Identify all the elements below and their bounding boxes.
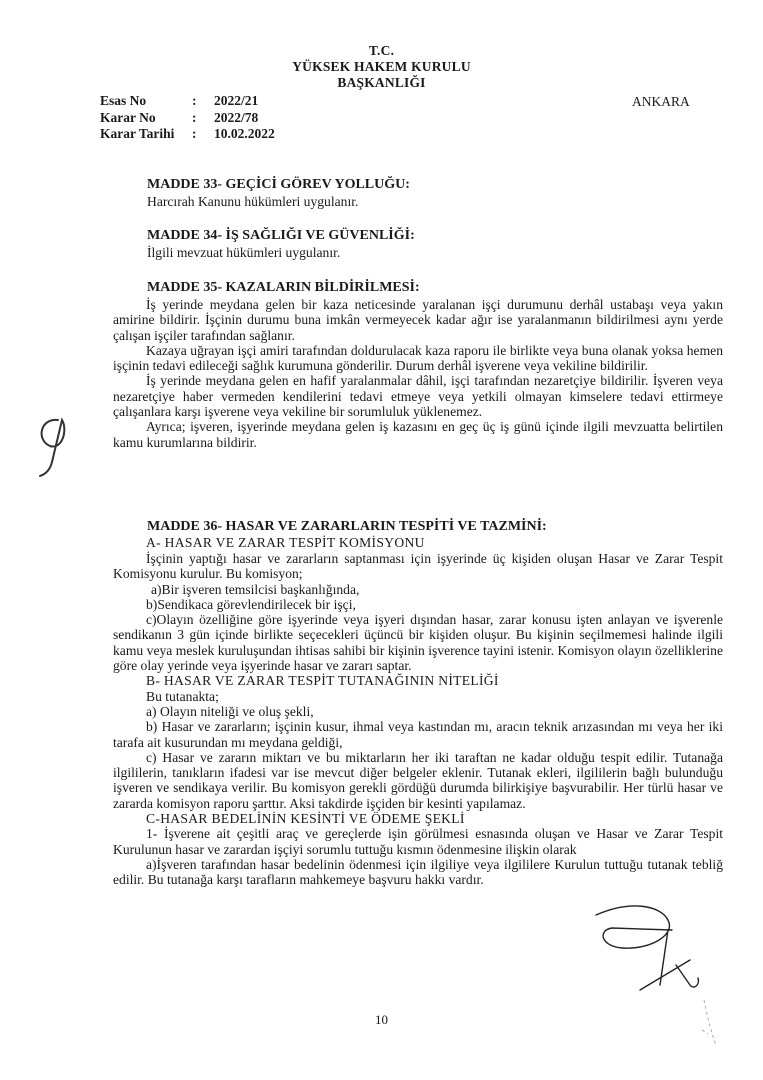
article-35-paragraph-3: İş yerinde meydana gelen en hafif yaralanmalar dâhil, işçi tarafından nezaretçiye bildirilir. İşveren veya nezaretçiye haber vermeden kendilerini tedavi etmeye veya yetkili olmayan kimselere tedavi ettirmeye çalışanlara karşı işverene veya vekiline bir sorumluluk yüklenemez. (113, 373, 723, 420)
article-34-text: İlgili mevzuat hükümleri uygulanır. (147, 245, 341, 260)
meta-sep: : (192, 126, 197, 141)
article-34-heading: MADDE 34- İŞ SAĞLIĞI VE GÜVENLİĞİ: (147, 228, 415, 243)
article-33-heading: MADDE 33- GEÇİCİ GÖREV YOLLUĞU: (147, 177, 410, 192)
meta-label: Esas No (100, 93, 147, 108)
article-36-heading: MADDE 36- HASAR VE ZARARLARIN TESPİTİ VE TAZMİNİ: (147, 519, 547, 534)
case-meta (100, 93, 275, 143)
meta-karar-no (100, 110, 275, 127)
section-a-item-b: b)Sendikaca görevlendirilecek bir işçi, (146, 596, 356, 612)
header-institution: YÜKSEK HAKEM KURULU (292, 59, 471, 74)
meta-value: 10.02.2022 (214, 126, 275, 141)
article-35-paragraph-2: Kazaya uğrayan işçi amiri tarafından doldurulacak kaza raporu ile birlikte veya buna olanak yoksa hemen işçinin tedavi edileceği sağlık kurumuna gönderilir. Durum derhâl işverene veya vekiline bildirilir. (113, 342, 723, 374)
section-a-item-a: a)Bir işveren temsilcisi başkanlığında, (151, 581, 360, 597)
section-c-paragraph-1: 1- İşverene ait çeşitli araç ve gereçlerde işin görülmesi esnasında oluşan ve Hasar ve Zarar Tespit Kurulunun hasar ve zarardan işçiyi sorumlu tuttuğu kısmın ödenmesine ilişkin olarak (113, 826, 723, 857)
section-b-item-a: a) Olayın niteliği ve oluş şekli, (146, 703, 314, 719)
section-c-title: C-HASAR BEDELİNİN KESİNTİ VE ÖDEME ŞEKLİ (146, 811, 465, 827)
section-a-title: A- HASAR VE ZARAR TESPİT KOMİSYONU (146, 535, 425, 550)
article-35-heading: MADDE 35- KAZALARIN BİLDİRİLMESİ: (147, 280, 420, 295)
meta-karar-tarihi (100, 126, 275, 143)
city: ANKARA (632, 94, 690, 109)
article-33-text: Harcırah Kanunu hükümleri uygulanır. (147, 194, 359, 209)
section-a-item-c: c)Olayın özelliğine göre işyerinde veya işyeri dışından hasar, zarar konusu işten anlayan ve işverenle sendikanın 3 gün içinde birlikte seçecekleri üçüncü bir kişiden oluşur. Bu kişinin seçilmemesi halinde ilgili kamu veya meslek kuruluşundan ihtisas sahibi bir kişinin işverence tayini istenir. Komisyon olayın özelliklerine göre olay yerinde veya işyerinde hasar ve zararı saptar. (113, 612, 723, 674)
meta-label: Karar Tarihi (100, 126, 175, 141)
article-35-body (113, 297, 723, 450)
section-b-title: B- HASAR VE ZARAR TESPİT TUTANAĞININ NİTELİĞİ (146, 673, 499, 689)
header-presidency: BAŞKANLIĞI (337, 75, 426, 90)
header-tc: T.C. (368, 43, 395, 58)
article-36-body (113, 551, 723, 888)
section-c-paragraph-2: a)İşveren tarafından hasar bedelinin ödenmesi için ilgiliye veya ilgililere Kurulun tuttuğu tutanak tebliğ edilir. Bu tutanağa karşı tarafların mahkemeye başvuru hakkı vardır. (113, 856, 723, 888)
section-a-paragraph: İşçinin yaptığı hasar ve zararların saptanması için işyerinde üç kişiden oluşan Hasar ve Zarar Tespit Komisyonu kurulur. Bu komisyon; (113, 551, 723, 582)
page-number: 10 (375, 1012, 388, 1027)
section-b-item-b: b) Hasar ve zararların; işçinin kusur, ihmal veya kastından mı, aracın teknik arızasından mı veya her iki tarafa ait kusurundan mı meydana geldiği, (113, 719, 723, 750)
meta-esas-no (100, 93, 275, 110)
meta-value: 2022/78 (214, 109, 259, 125)
section-b-item-c: c) Hasar ve zararın miktarı ve bu miktarların her iki taraftan ne kadar olduğu tespit edilir. Tutanağa ilgililerin, tanıkların ifadesi var ise mevcut diğer belgeler eklenir. Tutanak ekleri, ilgililerin bağlı bulunduğu işveren ve sendikaya verilir. Bu komisyon gerekli gördüğü durumda bilirkişiye başvurabilir. Her türlü hasar ve zararda komisyon raporu şarttır. Aksi takdirde işçiden bir kesinti yapılamaz. (113, 749, 723, 811)
article-35-paragraph-1: İş yerinde meydana gelen bir kaza neticesinde yaralanan işçi durumunu derhâl ustabaşı veya yakın amirine bildirir. İşçinin durumu buna imkân vermeyecek kadar ağır ise yaralanmanın bildirilmesi aynı yerde çalışan işçiler tarafından sağlanır. (113, 297, 723, 343)
meta-sep: : (192, 109, 197, 125)
article-35-paragraph-4: Ayrıca; işveren, işyerinde meydana gelen iş kazasını en geç üç iş günü içinde ilgili mevzuatta belirtilen kamu kurumlarına bildirir. (113, 419, 723, 450)
section-b-intro: Bu tutanakta; (146, 688, 219, 704)
meta-value: 2022/21 (214, 93, 259, 108)
meta-label: Karar No (100, 109, 156, 125)
meta-sep: : (192, 93, 197, 108)
